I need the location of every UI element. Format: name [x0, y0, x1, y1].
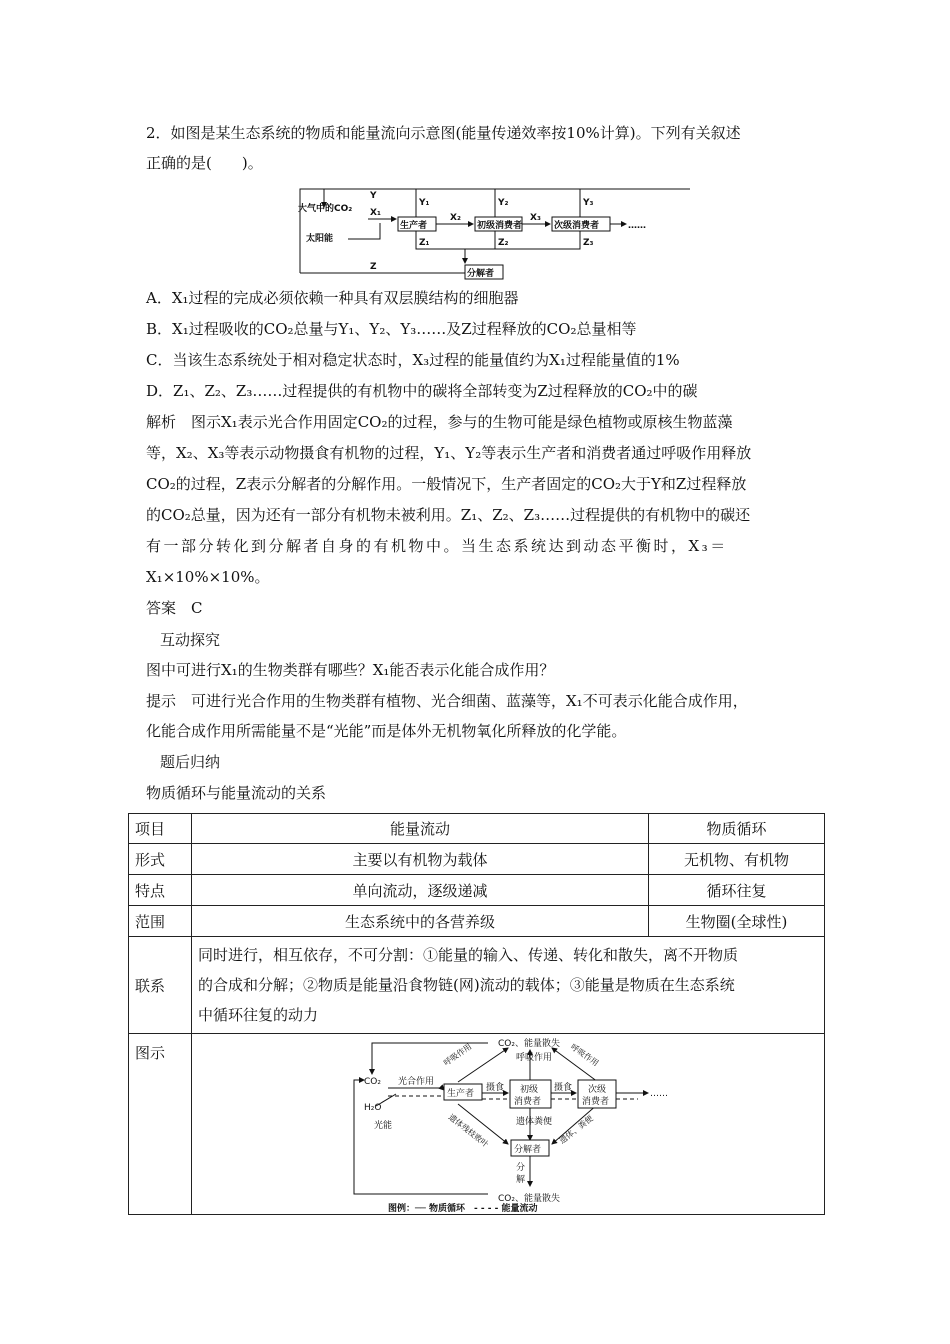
z1-label: Z₁ — [419, 238, 430, 248]
ellipsis-label: …… — [628, 221, 646, 231]
remains-label-2: 粪便 — [534, 1117, 553, 1127]
link-text-line-2: 的合成和分解；②物质是能量沿食物链(网)流动的载体；③能量是物质在生态系统 — [198, 976, 735, 994]
table-header-row — [129, 814, 825, 844]
decompose-label-1: 分 — [516, 1163, 526, 1173]
summary-title: 物质循环与能量流动的关系 — [146, 784, 327, 802]
analysis-line-2: 等，X₂、X₃等表示动物摄食有机物的过程，Y₁、Y₂等表示生产者和消费者通过呼吸作用释放 — [146, 444, 752, 462]
option-d: D．Z₁、Z₂、Z₃……过程提供的有机物中的碳将全部转变为Z过程释放的CO₂中的碳 — [146, 382, 698, 400]
primary-label-line-2: 消费者 — [514, 1097, 542, 1107]
table-row — [129, 844, 825, 875]
respiration-label-2: 作用 — [534, 1053, 553, 1063]
table-header-cell: 能量流动 — [192, 814, 649, 844]
table-cell: 无机物、有机物 — [649, 844, 825, 875]
z-label: Z — [370, 262, 377, 272]
table-row — [129, 937, 825, 1034]
cycle-flow-diagram — [348, 1036, 678, 1214]
analysis-line-1: 解析 图示X₁表示光合作用固定CO₂的过程，参与的生物可能是绿色植物或原核生物蓝藻 — [146, 413, 733, 431]
table-cell: 循环往复 — [649, 875, 825, 906]
table-row — [129, 906, 825, 937]
z3-label: Z₃ — [583, 238, 594, 248]
option-b: B．X₁过程吸收的CO₂总量与Y₁、Y₂、Y₃……及Z过程释放的CO₂总量相等 — [146, 320, 637, 338]
y2-label: Y₂ — [498, 198, 509, 208]
decomposer-label-2: 分解者 — [514, 1145, 542, 1155]
atmosphere-co2-label: 大气中的CO₂ — [298, 204, 353, 214]
option-c: C．当该生态系统处于相对稳定状态时，X₃过程的能量值约为X₁过程能量值的1% — [146, 351, 680, 369]
h2o-label: H₂O — [364, 1103, 382, 1113]
decompose-label-2: 解 — [516, 1175, 526, 1185]
link-text-line-1: 同时进行，相互依存，不可分割：①能量的输入、传递、转化和散失，离不开物质 — [198, 946, 739, 964]
table-cell: 生物圈(全球性) — [649, 906, 825, 937]
analysis-line-6: X₁×10%×10%。 — [146, 568, 270, 586]
respiration-diag-left: 呼吸作用 — [441, 1041, 474, 1068]
table-cell: 主要以有机物为载体 — [192, 844, 649, 875]
interactive-heading: 互动探究 — [160, 631, 221, 649]
respiration-diag-right: 呼吸作用 — [568, 1042, 601, 1068]
remains-diag-right: 遗体、粪便 — [557, 1113, 595, 1146]
summary-heading: 题后归纳 — [160, 753, 221, 771]
link-text-line-3: 中循环往复的动力 — [198, 1006, 319, 1024]
question-line-2: 正确的是( )。 — [146, 154, 263, 172]
decomposer-label: 分解者 — [467, 269, 495, 279]
interactive-question: 图中可进行X₁的生物类群有哪些？X₁能否表示化能合成作用？ — [146, 661, 555, 679]
answer: 答案 C — [146, 599, 203, 617]
z2-label: Z₂ — [498, 238, 509, 248]
primary-consumer-label: 初级消费者 — [477, 221, 523, 231]
y1-label: Y₁ — [419, 198, 430, 208]
link-text — [192, 937, 825, 1034]
y-label: Y — [370, 191, 377, 201]
ingest-label-1: 摄食 — [486, 1083, 505, 1093]
table-cell: 单向流动，逐级递减 — [192, 875, 649, 906]
energy-flow-diagram — [290, 183, 690, 281]
option-a: A．X₁过程的完成必须依赖一种具有双层膜结构的细胞器 — [146, 289, 519, 307]
figure-label: 图示 — [129, 1034, 192, 1215]
secondary-consumer-label: 次级消费者 — [554, 221, 600, 231]
table-cell: 形式 — [129, 844, 192, 875]
table-header-cell: 物质循环 — [649, 814, 825, 844]
table-cell: 生态系统中的各营养级 — [192, 906, 649, 937]
secondary-label-line-1: 次级 — [588, 1085, 607, 1095]
co2-label: CO₂ — [364, 1077, 381, 1087]
ingest-label-2: 摄食 — [554, 1083, 573, 1093]
x2-label: X₂ — [450, 213, 461, 223]
solar-energy-label: 太阳能 — [306, 234, 334, 244]
photosynthesis-label: 光合作用 — [398, 1077, 435, 1087]
question-line-1: 2．如图是某生态系统的物质和能量流向示意图(能量传递效率按10%计算)。下列有关叙述 — [146, 124, 741, 142]
ellipsis-label-2: …… — [650, 1089, 668, 1099]
remains-label-1: 遗体 — [516, 1117, 535, 1127]
link-label: 联系 — [129, 937, 192, 1034]
analysis-line-5: 有一部分转化到分解者自身的有机物中。当生态系统达到动态平衡时，X₃＝ — [146, 537, 728, 555]
table-cell: 特点 — [129, 875, 192, 906]
secondary-label-line-2: 消费者 — [582, 1097, 610, 1107]
producer-label: 生产者 — [400, 221, 428, 231]
table-header-cell: 项目 — [129, 814, 192, 844]
light-label: 光能 — [374, 1121, 393, 1131]
hint-line-1: 提示 可进行光合作用的生物类群有植物、光合细菌、蓝藻等，X₁不可表示化能合成作用， — [146, 692, 748, 710]
table-row — [129, 875, 825, 906]
hint-line-2: 化能合成作用所需能量不是“光能”而是体外无机物氧化所释放的化学能。 — [146, 722, 627, 740]
table-cell: 范围 — [129, 906, 192, 937]
co2-loss-top-label: CO₂、能量散失 — [498, 1039, 560, 1049]
remains-diag-left: 遗体残枝败叶 — [446, 1112, 491, 1150]
legend: 图例：── 物质循环 - - - - 能量流动 — [388, 1204, 538, 1214]
y3-label: Y₃ — [583, 198, 594, 208]
analysis-line-3: CO₂的过程，Z表示分解者的分解作用。一般情况下，生产者固定的CO₂大于Y和Z过程释放 — [146, 475, 747, 493]
producer-label-2: 生产者 — [447, 1089, 475, 1099]
analysis-line-4: 的CO₂总量，因为还有一部分有机物未被利用。Z₁、Z₂、Z₃……过程提供的有机物中的碳还 — [146, 506, 751, 524]
co2-loss-bottom-label: CO₂、能量散失 — [498, 1194, 560, 1204]
respiration-label-1: 呼吸 — [516, 1053, 535, 1063]
primary-label-line-1: 初级 — [520, 1085, 539, 1095]
x1-label: X₁ — [370, 208, 381, 218]
x3-label: X₃ — [530, 213, 541, 223]
